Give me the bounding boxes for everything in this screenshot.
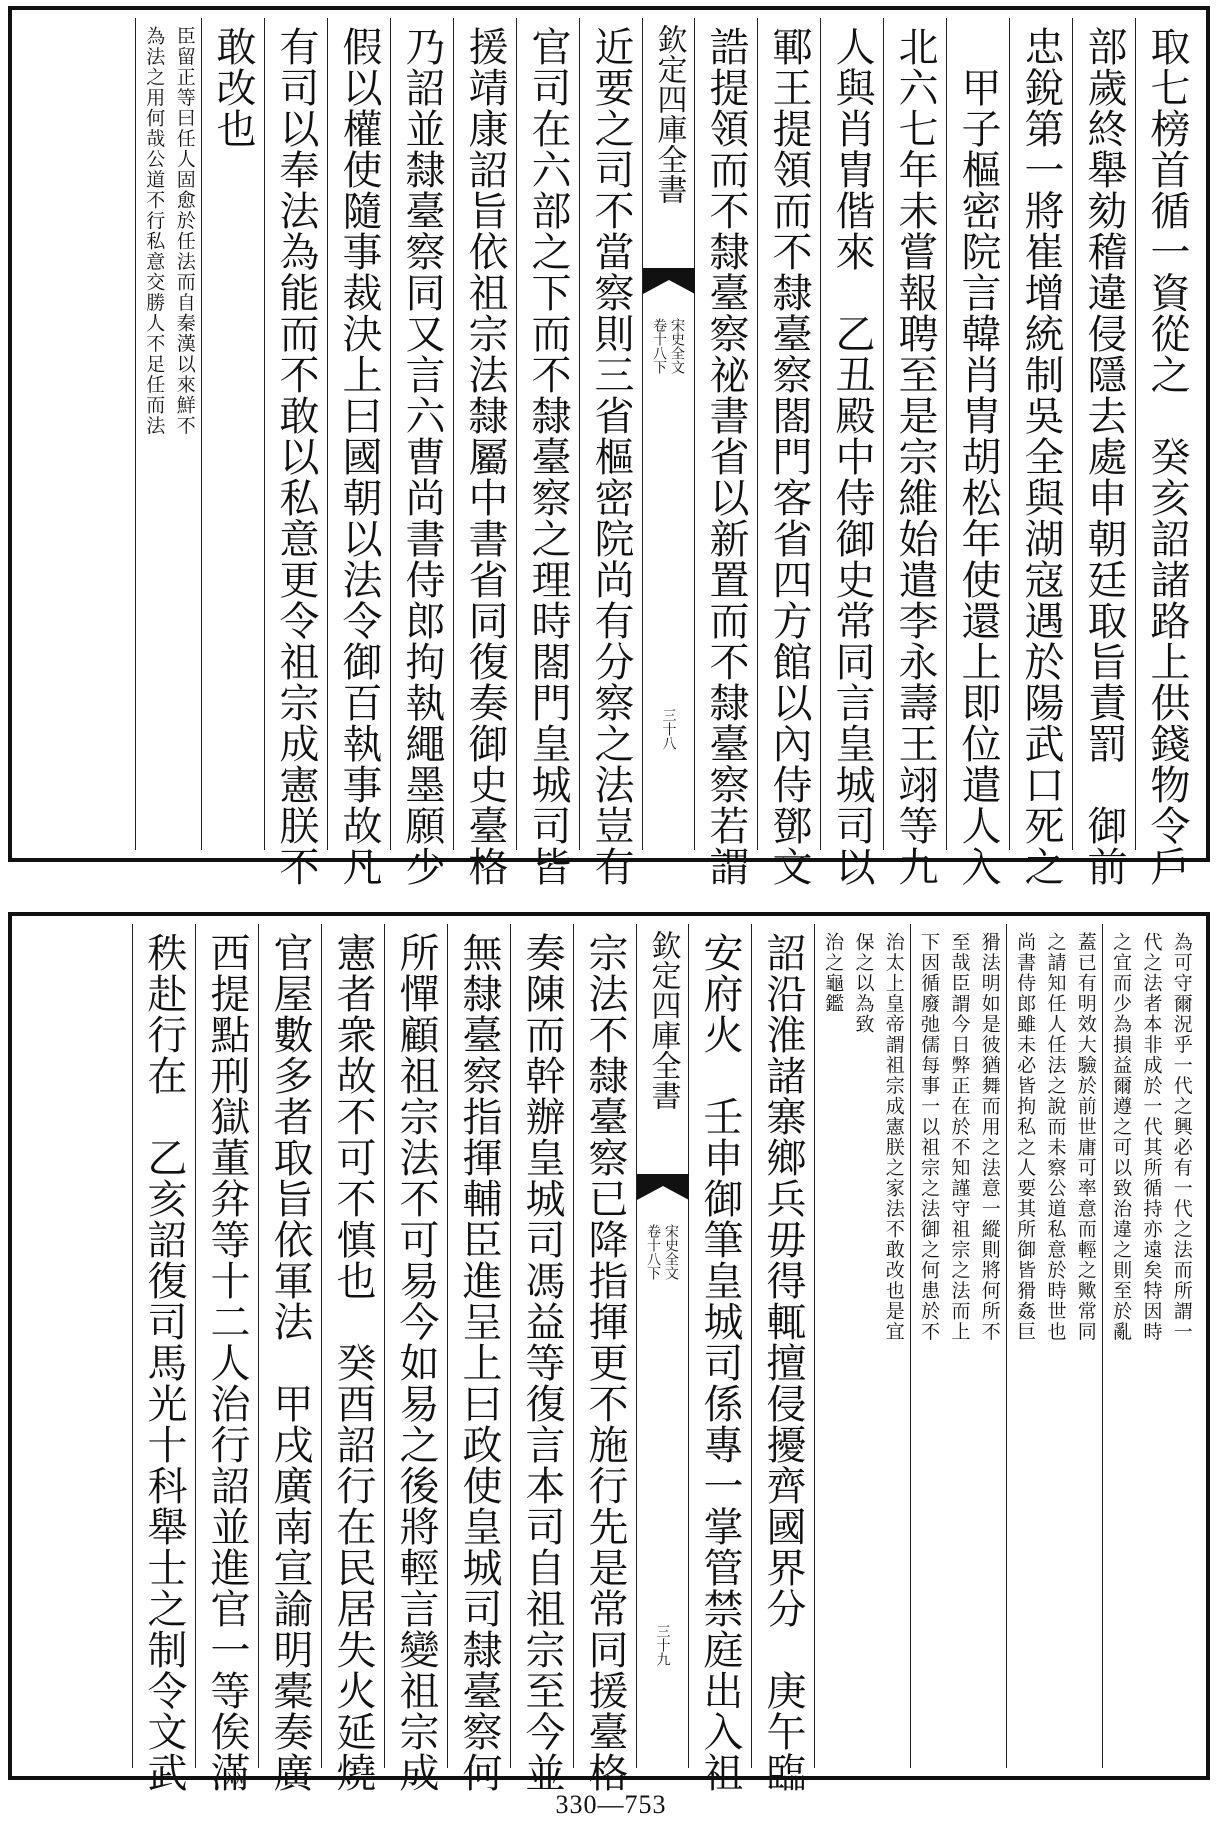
text-column: 近要之司不當察則三省樞密院尚有分察之法豈有: [579, 18, 642, 850]
fish-tail-mark-icon: [637, 1174, 689, 1200]
text-column: 甲子樞密院言韓肖胄胡松年使還上即位遣人入: [946, 18, 1009, 850]
commentary-line: 保之以為致: [852, 932, 875, 1035]
commentary-line: 下因循廢弛儒每事一以祖宗之法御之何患於不: [918, 932, 941, 1342]
lower-columns: [20, 924, 1198, 1793]
fish-tail-mark-icon: [643, 268, 695, 294]
commentary-line: 治太上皇帝謂祖宗成憲朕之家法不敢改也是宜: [882, 932, 905, 1342]
commentary-line: 為可守爾況乎一代之興必有一代之法而所謂一: [1170, 932, 1193, 1342]
commentary-column: [814, 924, 910, 1768]
banner-page-number: 三十八: [660, 708, 677, 750]
text-column: 北六七年未嘗報聘至是宗維始遣李永壽王翊等九: [883, 18, 946, 850]
commentary-line: 猾法明如是彼猶舞而用之法意一縱則將何所不: [978, 932, 1001, 1342]
text-column: 鄆王提領而不隸臺察閤門客省四方館以內侍鄧文: [757, 18, 820, 850]
text-column: 乃詔並隸臺察同又言六曹尚書侍郎拘執繩墨願少: [390, 18, 453, 850]
commentary-line: 之請知任人任法之說而未察公道私意於時世也: [1044, 932, 1067, 1342]
commentary-column: [1102, 924, 1198, 1768]
text-column: 假以權使隨事裁決上曰國朝以法令御百執事故凡: [327, 18, 390, 850]
commentary-line: 為法之用何哉公道不行私意交勝人不足任而法: [143, 26, 166, 436]
commentary-column: [910, 924, 1006, 1768]
text-column: 人與肖胄偕來 乙丑殿中侍御史常同言皇城司以: [820, 18, 883, 850]
banner-title: 欽定四庫全書: [651, 24, 687, 204]
book-banner: [642, 18, 694, 850]
text-column: 敢改也: [201, 18, 264, 850]
text-column: 有司以奉法為能而不敢以私意更令祖宗成憲朕不: [264, 18, 327, 850]
text-column: 官司在六部之下而不隸臺察之理時閤門皇城司皆: [516, 18, 579, 850]
banner-page-number: 三十九: [654, 1624, 671, 1666]
lower-page: [8, 912, 1210, 1793]
text-column: 取七榜首循一資從之 癸亥詔諸路上供錢物令戶: [1135, 18, 1198, 850]
text-column: 秩赴行在 乙亥詔復司馬光十科舉士之制令文武: [132, 924, 195, 1768]
text-column: 官屋數多者取旨依軍法 甲戌廣南宣諭明橐奏廣: [258, 924, 321, 1768]
commentary-line: 蓋已有明效大驗於前世庸可率意而輕之歟常同: [1074, 932, 1097, 1342]
commentary-line: 至哉臣謂今日弊正在於不知謹守祖宗之法而上: [948, 932, 971, 1342]
text-column: 宗法不隸臺察已降指揮更不施行先是常同援臺格: [573, 924, 636, 1768]
text-column: 憲者衆故不可不慎也 癸酉詔行在民居失火延燒: [321, 924, 384, 1768]
text-column: 無隸臺察指揮輔臣進呈上曰政使皇城司隸臺察何: [447, 924, 510, 1768]
text-column: 奏陳而幹辦皇城司馮益等復言本司自祖宗至今並: [510, 924, 573, 1768]
text-column: 安府火 壬申御筆皇城司係專一掌管禁庭出入祖: [688, 924, 751, 1768]
upper-columns: [20, 18, 1198, 887]
commentary-line: 臣留正等曰任人固愈於任法而自秦漢以來鮮不: [173, 26, 196, 436]
commentary-column: [135, 18, 201, 850]
commentary-column: [1006, 924, 1102, 1768]
text-column: 援靖康詔旨依祖宗法隸屬中書省同復奏御史臺格: [453, 18, 516, 850]
upper-page: [8, 6, 1210, 887]
banner-book-name: 宋史全文: [669, 318, 685, 374]
text-column: 部歲終舉劾稽違侵隱去處申朝廷取旨責罰 御前: [1072, 18, 1135, 850]
commentary-line: 治之龜鑑: [822, 932, 845, 1014]
commentary-line: 尚書侍郎雖未必皆拘私之人要其所御皆猾姦巨: [1014, 932, 1037, 1342]
book-banner: [636, 924, 688, 1768]
text-column: 所憚顧祖宗法不可易今如易之後將輕言變祖宗成: [384, 924, 447, 1768]
text-column: 忠銳第一將崔增統制吳全與湖寇遇於陽武口死之: [1009, 18, 1072, 850]
text-column: 誥提領而不隸臺察祕書省以新置而不隸臺察若謂: [694, 18, 757, 850]
banner-title: 欽定四庫全書: [645, 930, 681, 1110]
banner-volume: 卷十八下: [645, 1224, 661, 1280]
commentary-line: 代之法者本非成於一代其所循持亦遠矣特因時: [1140, 932, 1163, 1342]
commentary-line: 之宜而少為損益爾遵之可以致治違之則至於亂: [1110, 932, 1133, 1342]
banner-volume: 卷十八下: [651, 318, 667, 374]
text-column: 西提點刑獄董弅等十二人治行詔並進官一等俟滿: [195, 924, 258, 1768]
banner-book-name: 宋史全文: [663, 1224, 679, 1280]
footer-page-number: 330—753: [555, 1790, 667, 1819]
text-column: 詔沿淮諸寨鄉兵毋得輒擅侵擾齊國界分 庚午臨: [751, 924, 814, 1768]
